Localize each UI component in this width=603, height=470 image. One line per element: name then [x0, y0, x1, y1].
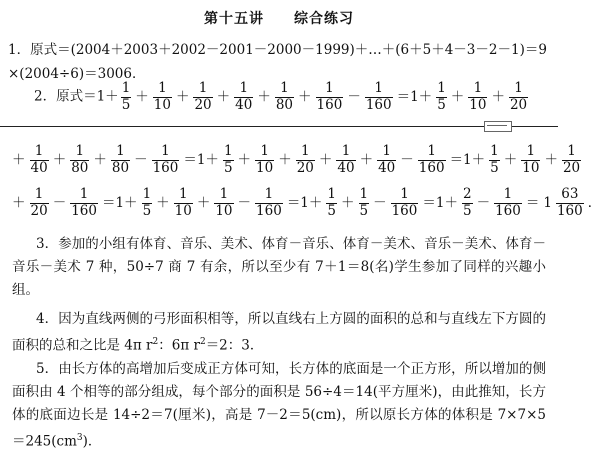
solution-2-label: 2．原式＝1＋ [34, 88, 119, 105]
sup-3: 3 [76, 433, 83, 443]
numerator: 1 [153, 82, 172, 98]
denominator: 40 [235, 96, 253, 113]
denominator: 5 [462, 202, 472, 219]
numerator: 1 [152, 145, 180, 161]
math-operator: ＝1＋ [396, 88, 433, 105]
numerator: 1 [336, 145, 355, 161]
numerator: 1 [521, 145, 540, 161]
math-operator: ＝1＋ [422, 194, 458, 211]
math-operator: ＋ [503, 151, 518, 168]
denominator: 10 [215, 202, 233, 219]
denominator: 5 [490, 159, 499, 176]
fraction [174, 188, 193, 218]
denominator: 40 [378, 159, 396, 176]
fraction [489, 145, 500, 175]
denominator: 10 [256, 159, 274, 176]
numerator: 1 [365, 82, 393, 98]
denominator: 20 [30, 202, 48, 219]
numerator: 1 [296, 145, 315, 161]
numerator: 1 [377, 145, 396, 161]
denominator: 5 [437, 96, 446, 113]
fraction [359, 188, 370, 218]
math-operator: ＋ [298, 88, 312, 105]
math-operator: ＋ [216, 88, 231, 105]
solution-5-end: )． [82, 433, 102, 450]
math-operator: ＋ [175, 88, 190, 105]
math-operator: ＝1＋ [449, 151, 486, 168]
denominator: 160 [556, 202, 583, 219]
numerator: 1 [468, 82, 487, 98]
denominator: 10 [153, 96, 171, 113]
denominator: 10 [174, 202, 192, 219]
numerator: 1 [142, 186, 152, 202]
denominator: 160 [71, 202, 97, 219]
fraction [255, 188, 283, 218]
fraction [30, 188, 49, 218]
solution-1-line-2: ×(2004÷6)＝3006． [8, 66, 146, 82]
math-operator: ＋ [156, 194, 170, 211]
math-operator: ＋ [450, 88, 465, 105]
fraction [326, 188, 337, 218]
denominator: 20 [194, 96, 212, 113]
math-operator: ＝1＋ [101, 194, 138, 211]
denominator: 5 [327, 202, 336, 219]
denominator: 160 [152, 159, 179, 176]
math-operator: 1 [543, 194, 552, 211]
fraction [377, 145, 396, 175]
math-operator: － [373, 194, 387, 211]
fraction [142, 188, 153, 218]
math-operator: ＋ [93, 151, 107, 168]
fraction [462, 188, 473, 218]
fraction [418, 145, 446, 175]
denominator: 160 [316, 96, 343, 113]
page-break-marker [484, 121, 512, 132]
numerator: 2 [462, 186, 472, 202]
math-operator: ＝ [525, 194, 540, 211]
denominator: 40 [30, 159, 48, 176]
numerator: 1 [30, 145, 49, 161]
math-operator: ＋ [359, 151, 374, 168]
denominator: 5 [359, 202, 369, 219]
fraction [316, 82, 344, 112]
math-operator: － [134, 151, 148, 168]
numerator: 1 [223, 143, 233, 159]
denominator: 80 [275, 96, 294, 113]
fraction [336, 145, 355, 175]
numerator: 1 [316, 82, 344, 98]
denominator: 20 [562, 159, 581, 176]
numerator: 1 [30, 188, 49, 204]
numerator: 1 [111, 145, 130, 161]
solution-1-line-1: 1．原式＝(2004＋2003＋2002－2001－2000－1999)＋…＋(6＋5＋4－3－2－1)＝9 [8, 42, 547, 58]
numerator: 1 [255, 188, 283, 204]
math-operator: － [52, 194, 67, 211]
fraction [152, 145, 180, 175]
math-operator: ＋ [135, 88, 149, 105]
fraction [296, 145, 315, 175]
math-operator: ＋ [257, 88, 271, 105]
lecture-number: 第十五讲 [204, 11, 264, 27]
math-operator: ＋ [278, 151, 292, 168]
fraction [153, 82, 172, 112]
fraction [214, 188, 233, 218]
math-operator: ＋ [491, 88, 505, 105]
solution-2-line-2 [10, 143, 581, 176]
page-divider [0, 126, 558, 127]
math-operator: ＝1＋ [286, 194, 323, 211]
fraction [521, 145, 540, 175]
denominator: 20 [509, 96, 528, 113]
fraction [562, 145, 581, 175]
solution-4 [12, 308, 546, 358]
math-operator: － [400, 151, 414, 168]
numerator: 1 [275, 82, 294, 98]
numerator: 63 [556, 188, 584, 204]
fraction [121, 82, 132, 112]
numerator: 1 [437, 80, 446, 96]
sup-1: 2 [152, 337, 159, 347]
fraction [391, 188, 419, 218]
math-operator: ． [587, 194, 602, 211]
numerator: 1 [391, 188, 419, 204]
numerator: 1 [490, 143, 499, 159]
denominator: 5 [223, 159, 233, 176]
numerator: 1 [509, 82, 528, 98]
fraction [70, 188, 98, 218]
fraction [556, 188, 584, 218]
fraction [30, 145, 49, 175]
numerator: 1 [70, 145, 89, 161]
denominator: 10 [522, 159, 540, 176]
math-operator: － [476, 194, 491, 211]
solution-4-end: ＝2：3． [205, 337, 264, 354]
denominator: 80 [71, 159, 89, 176]
fraction [468, 82, 487, 112]
denominator: 80 [111, 159, 130, 176]
fraction [193, 82, 212, 112]
lecture-topic: 综合练习 [294, 11, 354, 27]
denominator: 160 [365, 96, 392, 113]
numerator: 1 [255, 145, 274, 161]
math-operator: ＋ [52, 151, 67, 168]
solution-5 [12, 358, 546, 454]
fraction [509, 82, 528, 112]
solution-3: 3．参加的小组有体育、音乐、美术、体育－音乐、体育－美术、音乐－美术、体育－音乐－美术 7 种，50÷7 商 7 有余，所以至少有 7＋1＝8(名)学生参加了同样的兴趣小组。 [12, 236, 546, 298]
numerator: 1 [193, 82, 212, 98]
solution-4-text: 4．因为直线两侧的弓形面积相等，所以直线右上方圆的面积的总和与直线左下方圆的面积的总和之比是 4π r [12, 311, 546, 354]
denominator: 160 [391, 202, 418, 219]
sup-2: 2 [199, 337, 206, 347]
numerator: 1 [562, 145, 581, 161]
fraction [494, 188, 522, 218]
math-operator: － [237, 194, 252, 211]
denominator: 160 [495, 202, 521, 219]
math-operator: ＋ [544, 151, 558, 168]
denominator: 160 [256, 202, 282, 219]
numerator: 1 [359, 186, 369, 202]
numerator: 1 [234, 82, 253, 98]
math-operator: ＋ [318, 151, 333, 168]
fraction [70, 145, 89, 175]
denominator: 20 [296, 159, 314, 176]
numerator: 1 [214, 188, 233, 204]
solution-5-text: 5．由长方体的高增加后变成正方体可知，长方体的底面是一个正方形，所以增加的侧面积由 4 个相等的部分组成，每个部分的面积是 56÷4＝14(平方厘米)，由此推知，长方体的底面边长是 14÷2＝7(厘米)，高是 7－2＝5(cm)，所以原长方体的体积是 7×7×5＝245(cm [12, 361, 546, 450]
numerator: 1 [494, 188, 522, 204]
math-operator: ＋ [237, 151, 252, 168]
numerator: 1 [174, 188, 193, 204]
math-operator: ＋ [341, 194, 355, 211]
fraction [255, 145, 274, 175]
numerator: 1 [70, 188, 98, 204]
math-operator: ＋ [12, 151, 26, 168]
fraction [111, 145, 130, 175]
math-operator: － [347, 88, 361, 105]
section-title [0, 8, 558, 28]
fraction [223, 145, 234, 175]
fraction [365, 82, 393, 112]
denominator: 40 [337, 159, 355, 176]
solution-2-line-1 [34, 82, 550, 112]
denominator: 10 [469, 96, 487, 113]
math-operator: ＋ [12, 194, 26, 211]
solution-2-line-3 [10, 186, 602, 219]
solution-4-mid: ：6π r [158, 337, 200, 354]
denominator: 5 [121, 96, 131, 113]
math-operator: ＝1＋ [183, 151, 219, 168]
numerator: 1 [418, 145, 446, 161]
denominator: 5 [142, 202, 152, 219]
fraction [436, 82, 447, 112]
math-operator: ＋ [196, 194, 211, 211]
numerator: 1 [121, 80, 131, 96]
numerator: 1 [327, 186, 336, 202]
fraction [234, 82, 253, 112]
fraction [275, 82, 294, 112]
denominator: 160 [418, 159, 445, 176]
